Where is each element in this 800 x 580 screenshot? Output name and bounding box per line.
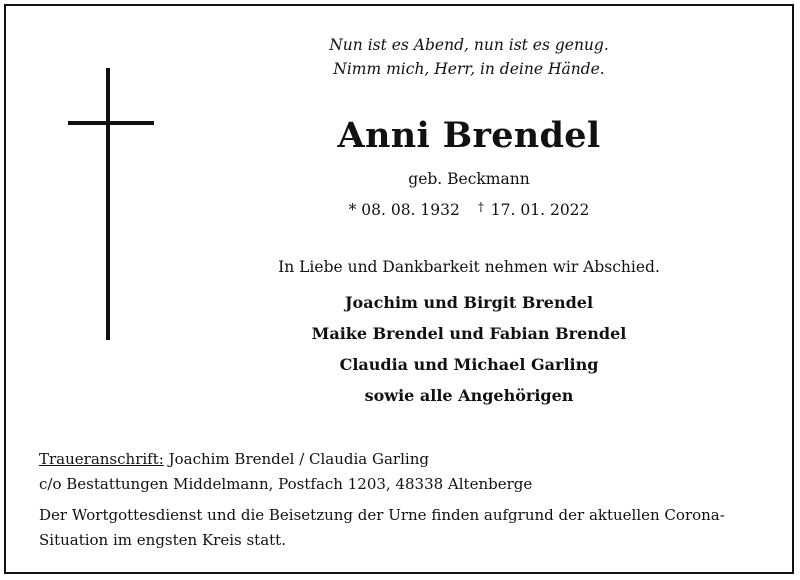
dagger-icon: † <box>477 200 484 214</box>
cross-vertical-beam <box>106 68 110 340</box>
born-name: geb. Beckmann <box>408 170 530 188</box>
obituary-card <box>4 4 794 574</box>
mourner-line: Claudia und Michael Garling <box>339 355 599 374</box>
mourner-line: Joachim und Birgit Brendel <box>344 293 594 312</box>
footer-info <box>39 447 784 553</box>
address-label: Traueranschrift: <box>39 450 164 468</box>
mourners-list <box>239 287 699 411</box>
death-date: 17. 01. 2022 <box>490 201 590 219</box>
address-line-2: c/o Bestattungen Middelmann, Postfach 1203, 48338 Altenberge <box>39 475 533 493</box>
birth-date: * 08. 08. 1932 <box>348 201 460 219</box>
address-line-1: Joachim Brendel / Claudia Garling <box>168 450 429 468</box>
deceased-name: Anni Brendel <box>337 115 601 156</box>
mourner-line: sowie alle Angehörigen <box>364 386 574 405</box>
motto-verse <box>239 33 699 81</box>
farewell-text: In Liebe und Dankbarkeit nehmen wir Abschied. <box>278 258 660 276</box>
life-dates <box>239 196 699 221</box>
mourning-address <box>39 447 784 472</box>
cross-horizontal-beam <box>68 121 154 125</box>
funeral-notice: Der Wortgottesdienst und die Beisetzung der Urne finden aufgrund der aktuellen Corona-Situation im engsten Kreis statt. <box>39 506 725 549</box>
motto-line-1: Nun ist es Abend, nun ist es genug. <box>329 36 609 54</box>
motto-line-2: Nimm mich, Herr, in deine Hände. <box>333 60 605 78</box>
mourner-line: Maike Brendel und Fabian Brendel <box>311 324 627 343</box>
